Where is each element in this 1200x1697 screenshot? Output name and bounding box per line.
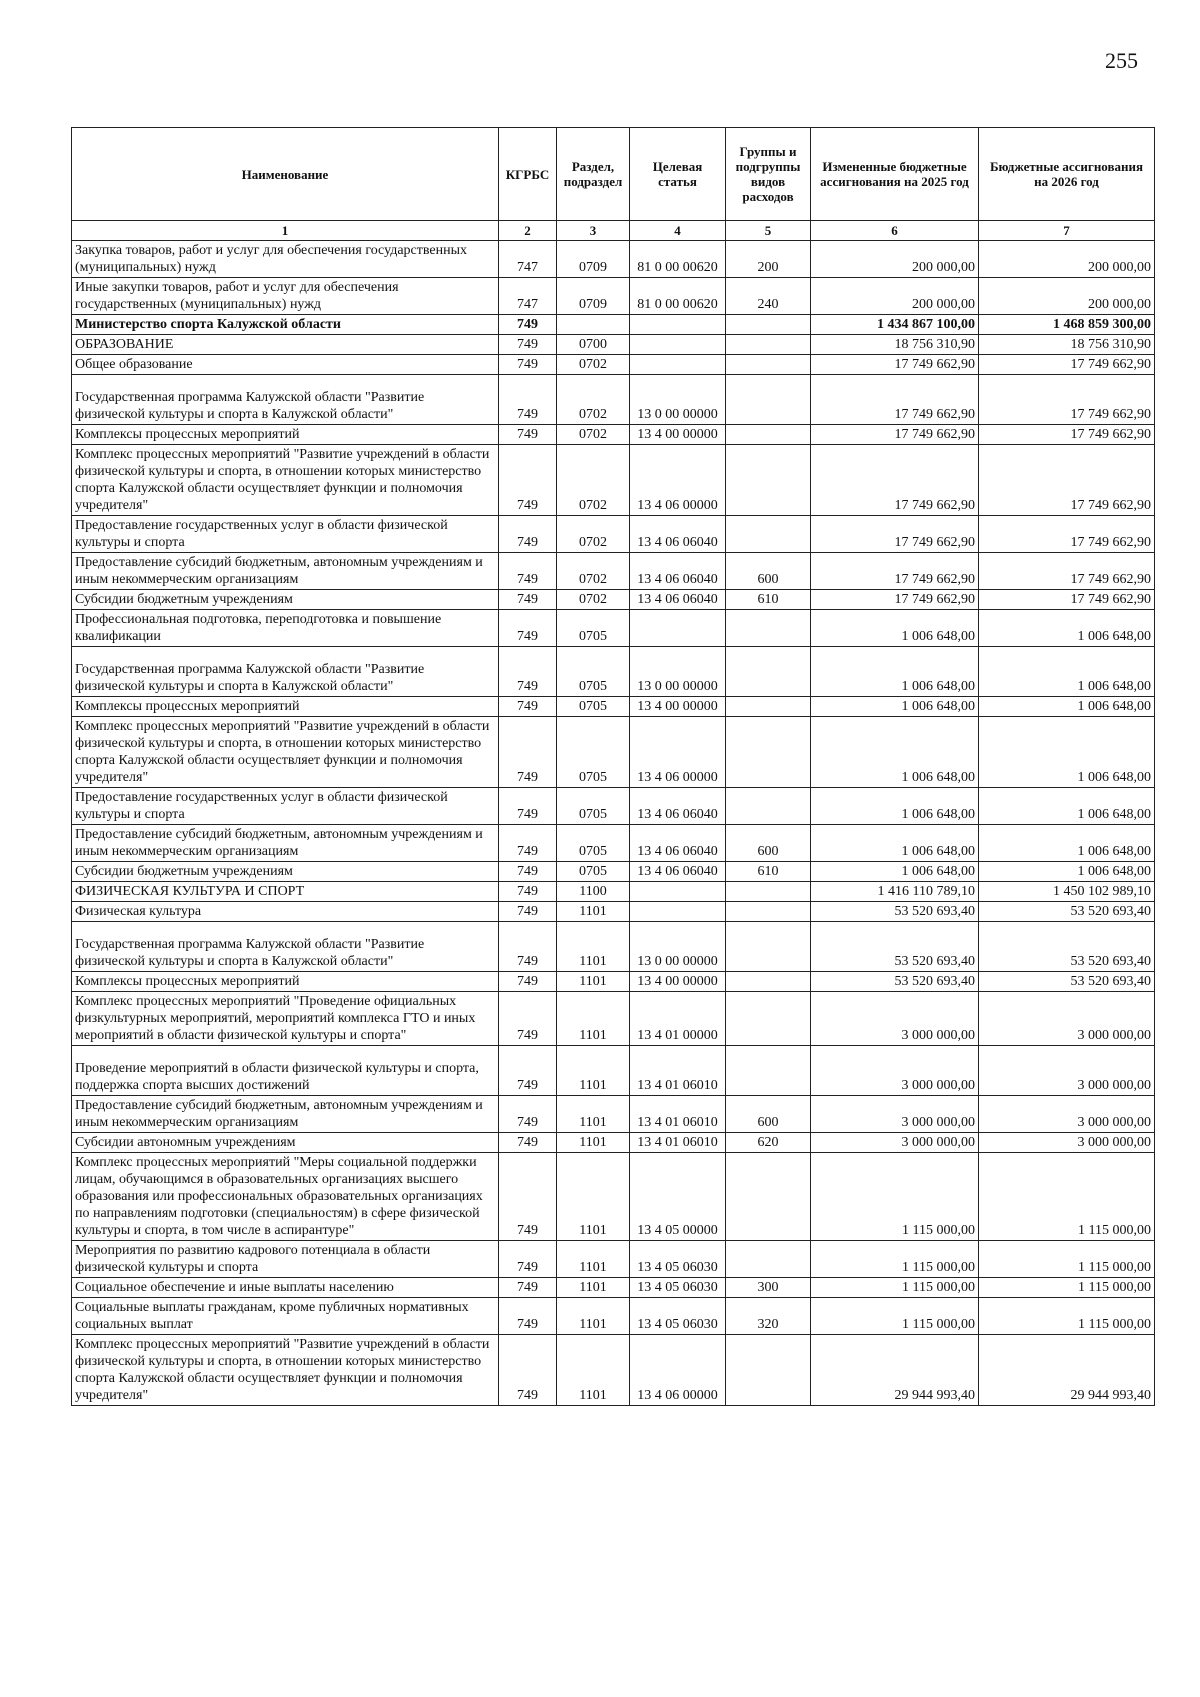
cell-section: 1101 bbox=[557, 1241, 630, 1278]
cell-expense-group: 240 bbox=[726, 278, 811, 315]
table-row bbox=[72, 375, 1155, 425]
table-row bbox=[72, 1241, 1155, 1278]
table-row bbox=[72, 1335, 1155, 1406]
cell-amount-2026: 1 006 648,00 bbox=[979, 717, 1155, 788]
cell-kgrbs: 749 bbox=[499, 992, 557, 1046]
cell-section: 1100 bbox=[557, 882, 630, 902]
cell-target-article: 13 4 06 06040 bbox=[630, 516, 726, 553]
cell-kgrbs: 749 bbox=[499, 553, 557, 590]
cell-amount-2025: 1 115 000,00 bbox=[811, 1153, 979, 1241]
cell-target-article: 13 4 05 00000 bbox=[630, 1153, 726, 1241]
header-number: 1 bbox=[72, 221, 499, 241]
cell-kgrbs: 749 bbox=[499, 335, 557, 355]
cell-section: 0705 bbox=[557, 825, 630, 862]
cell-kgrbs: 749 bbox=[499, 355, 557, 375]
cell-amount-2026: 17 749 662,90 bbox=[979, 375, 1155, 425]
cell-expense-group bbox=[726, 697, 811, 717]
cell-expense-group: 600 bbox=[726, 825, 811, 862]
cell-section: 0702 bbox=[557, 445, 630, 516]
table-row bbox=[72, 992, 1155, 1046]
cell-kgrbs: 749 bbox=[499, 590, 557, 610]
table-row bbox=[72, 1278, 1155, 1298]
table-body bbox=[72, 241, 1155, 1406]
cell-section: 0709 bbox=[557, 278, 630, 315]
cell-name: Государственная программа Калужской области "Развитие физической культуры и спорта в Калужской области" bbox=[72, 922, 499, 972]
cell-amount-2025: 1 006 648,00 bbox=[811, 647, 979, 697]
table-row bbox=[72, 788, 1155, 825]
cell-name: Общее образование bbox=[72, 355, 499, 375]
cell-name: Комплекс процессных мероприятий "Развитие учреждений в области физической культуры и спорта, в отношении которых министерство спорта Калужской области осуществляет функции и полномочия учредителя" bbox=[72, 1335, 499, 1406]
header-number: 6 bbox=[811, 221, 979, 241]
cell-target-article bbox=[630, 882, 726, 902]
cell-kgrbs: 747 bbox=[499, 241, 557, 278]
table-row bbox=[72, 590, 1155, 610]
cell-kgrbs: 749 bbox=[499, 922, 557, 972]
cell-expense-group: 300 bbox=[726, 1278, 811, 1298]
cell-amount-2025: 18 756 310,90 bbox=[811, 335, 979, 355]
table-header bbox=[72, 128, 1155, 241]
cell-section: 1101 bbox=[557, 1278, 630, 1298]
cell-expense-group bbox=[726, 610, 811, 647]
cell-expense-group bbox=[726, 788, 811, 825]
cell-expense-group bbox=[726, 647, 811, 697]
cell-expense-group bbox=[726, 445, 811, 516]
cell-amount-2025: 17 749 662,90 bbox=[811, 425, 979, 445]
cell-target-article: 13 4 05 06030 bbox=[630, 1241, 726, 1278]
cell-name: Закупка товаров, работ и услуг для обеспечения государственных (муниципальных) нужд bbox=[72, 241, 499, 278]
cell-kgrbs: 749 bbox=[499, 1278, 557, 1298]
header-target-article: Целевая статья bbox=[630, 128, 726, 221]
cell-target-article bbox=[630, 315, 726, 335]
cell-amount-2025: 1 006 648,00 bbox=[811, 788, 979, 825]
cell-amount-2026: 17 749 662,90 bbox=[979, 355, 1155, 375]
table-row bbox=[72, 922, 1155, 972]
cell-target-article: 13 4 00 00000 bbox=[630, 697, 726, 717]
cell-amount-2026: 1 006 648,00 bbox=[979, 862, 1155, 882]
table-row bbox=[72, 647, 1155, 697]
cell-amount-2026: 53 520 693,40 bbox=[979, 972, 1155, 992]
cell-amount-2025: 17 749 662,90 bbox=[811, 590, 979, 610]
cell-expense-group bbox=[726, 375, 811, 425]
header-number: 5 bbox=[726, 221, 811, 241]
cell-expense-group bbox=[726, 902, 811, 922]
cell-target-article: 13 4 00 00000 bbox=[630, 425, 726, 445]
cell-name: Комплекс процессных мероприятий "Развитие учреждений в области физической культуры и спорта, в отношении которых министерство спорта Калужской области осуществляет функции и полномочия учредителя" bbox=[72, 717, 499, 788]
cell-expense-group bbox=[726, 1153, 811, 1241]
cell-amount-2026: 17 749 662,90 bbox=[979, 516, 1155, 553]
cell-amount-2026: 1 115 000,00 bbox=[979, 1298, 1155, 1335]
cell-amount-2026: 53 520 693,40 bbox=[979, 922, 1155, 972]
cell-amount-2026: 1 006 648,00 bbox=[979, 647, 1155, 697]
cell-name: Мероприятия по развитию кадрового потенциала в области физической культуры и спорта bbox=[72, 1241, 499, 1278]
table-row bbox=[72, 335, 1155, 355]
cell-section bbox=[557, 315, 630, 335]
cell-amount-2025: 1 115 000,00 bbox=[811, 1278, 979, 1298]
cell-expense-group: 200 bbox=[726, 241, 811, 278]
cell-expense-group bbox=[726, 1335, 811, 1406]
cell-name: ФИЗИЧЕСКАЯ КУЛЬТУРА И СПОРТ bbox=[72, 882, 499, 902]
cell-target-article: 13 4 06 00000 bbox=[630, 1335, 726, 1406]
cell-target-article bbox=[630, 610, 726, 647]
cell-target-article: 13 4 06 06040 bbox=[630, 553, 726, 590]
cell-target-article: 13 4 01 00000 bbox=[630, 992, 726, 1046]
cell-amount-2025: 17 749 662,90 bbox=[811, 553, 979, 590]
budget-table bbox=[71, 127, 1155, 1406]
cell-target-article: 13 4 06 06040 bbox=[630, 862, 726, 882]
cell-expense-group: 610 bbox=[726, 862, 811, 882]
cell-amount-2025: 1 006 648,00 bbox=[811, 717, 979, 788]
cell-section: 1101 bbox=[557, 972, 630, 992]
cell-section: 1101 bbox=[557, 1046, 630, 1096]
cell-section: 0702 bbox=[557, 375, 630, 425]
table-row bbox=[72, 902, 1155, 922]
cell-name: Комплексы процессных мероприятий bbox=[72, 697, 499, 717]
cell-name: Государственная программа Калужской области "Развитие физической культуры и спорта в Калужской области" bbox=[72, 647, 499, 697]
cell-target-article: 13 4 01 06010 bbox=[630, 1096, 726, 1133]
cell-section: 0705 bbox=[557, 610, 630, 647]
cell-amount-2026: 29 944 993,40 bbox=[979, 1335, 1155, 1406]
cell-amount-2026: 17 749 662,90 bbox=[979, 590, 1155, 610]
cell-target-article: 13 4 00 00000 bbox=[630, 972, 726, 992]
table-row bbox=[72, 553, 1155, 590]
header-number: 7 bbox=[979, 221, 1155, 241]
cell-expense-group: 600 bbox=[726, 1096, 811, 1133]
cell-name: Субсидии бюджетным учреждениям bbox=[72, 590, 499, 610]
cell-kgrbs: 749 bbox=[499, 697, 557, 717]
cell-target-article bbox=[630, 902, 726, 922]
cell-expense-group bbox=[726, 992, 811, 1046]
cell-amount-2025: 1 006 648,00 bbox=[811, 697, 979, 717]
cell-amount-2025: 1 006 648,00 bbox=[811, 825, 979, 862]
header-2026: Бюджетные ассигнования на 2026 год bbox=[979, 128, 1155, 221]
cell-name: Социальное обеспечение и иные выплаты населению bbox=[72, 1278, 499, 1298]
cell-target-article: 81 0 00 00620 bbox=[630, 241, 726, 278]
cell-kgrbs: 749 bbox=[499, 1153, 557, 1241]
cell-expense-group bbox=[726, 315, 811, 335]
table-row bbox=[72, 825, 1155, 862]
cell-amount-2025: 1 434 867 100,00 bbox=[811, 315, 979, 335]
cell-target-article bbox=[630, 335, 726, 355]
cell-target-article: 13 4 06 06040 bbox=[630, 825, 726, 862]
cell-kgrbs: 749 bbox=[499, 610, 557, 647]
cell-target-article: 13 0 00 00000 bbox=[630, 375, 726, 425]
cell-name: Физическая культура bbox=[72, 902, 499, 922]
cell-kgrbs: 749 bbox=[499, 516, 557, 553]
cell-amount-2025: 17 749 662,90 bbox=[811, 375, 979, 425]
cell-kgrbs: 749 bbox=[499, 825, 557, 862]
table-row bbox=[72, 862, 1155, 882]
cell-amount-2026: 3 000 000,00 bbox=[979, 1046, 1155, 1096]
cell-kgrbs: 749 bbox=[499, 1096, 557, 1133]
cell-expense-group bbox=[726, 972, 811, 992]
cell-section: 0702 bbox=[557, 516, 630, 553]
cell-amount-2025: 200 000,00 bbox=[811, 241, 979, 278]
cell-expense-group: 610 bbox=[726, 590, 811, 610]
cell-amount-2026: 200 000,00 bbox=[979, 278, 1155, 315]
cell-amount-2026: 17 749 662,90 bbox=[979, 553, 1155, 590]
cell-name: Комплексы процессных мероприятий bbox=[72, 972, 499, 992]
cell-section: 1101 bbox=[557, 922, 630, 972]
cell-amount-2026: 1 006 648,00 bbox=[979, 697, 1155, 717]
cell-kgrbs: 749 bbox=[499, 972, 557, 992]
cell-amount-2025: 3 000 000,00 bbox=[811, 1046, 979, 1096]
cell-section: 0705 bbox=[557, 788, 630, 825]
cell-amount-2026: 3 000 000,00 bbox=[979, 992, 1155, 1046]
table-row bbox=[72, 355, 1155, 375]
cell-section: 0702 bbox=[557, 553, 630, 590]
cell-amount-2025: 17 749 662,90 bbox=[811, 516, 979, 553]
cell-amount-2025: 29 944 993,40 bbox=[811, 1335, 979, 1406]
cell-expense-group: 320 bbox=[726, 1298, 811, 1335]
cell-name: Министерство спорта Калужской области bbox=[72, 315, 499, 335]
cell-amount-2026: 3 000 000,00 bbox=[979, 1096, 1155, 1133]
header-name: Наименование bbox=[72, 128, 499, 221]
cell-amount-2026: 17 749 662,90 bbox=[979, 445, 1155, 516]
cell-name: Проведение мероприятий в области физической культуры и спорта, поддержка спорта высших достижений bbox=[72, 1046, 499, 1096]
cell-target-article: 13 4 01 06010 bbox=[630, 1046, 726, 1096]
cell-section: 1101 bbox=[557, 1153, 630, 1241]
cell-name: Иные закупки товаров, работ и услуг для обеспечения государственных (муниципальных) нужд bbox=[72, 278, 499, 315]
cell-section: 0700 bbox=[557, 335, 630, 355]
cell-amount-2025: 1 006 648,00 bbox=[811, 610, 979, 647]
table-row bbox=[72, 445, 1155, 516]
cell-section: 1101 bbox=[557, 1096, 630, 1133]
table-row bbox=[72, 1153, 1155, 1241]
cell-name: Комплекс процессных мероприятий "Меры социальной поддержки лицам, обучающимся в образовательных организациях высшего образования или профессиональных образовательных организациях по направлениям подготовки (специальностям) в сфере физической культуры и спорта, в том числе в аспирантуре" bbox=[72, 1153, 499, 1241]
cell-kgrbs: 749 bbox=[499, 647, 557, 697]
cell-kgrbs: 749 bbox=[499, 425, 557, 445]
cell-target-article bbox=[630, 355, 726, 375]
cell-expense-group bbox=[726, 1241, 811, 1278]
cell-target-article: 13 4 05 06030 bbox=[630, 1278, 726, 1298]
cell-kgrbs: 749 bbox=[499, 315, 557, 335]
table-row bbox=[72, 610, 1155, 647]
cell-kgrbs: 749 bbox=[499, 788, 557, 825]
cell-amount-2025: 1 115 000,00 bbox=[811, 1298, 979, 1335]
cell-amount-2025: 53 520 693,40 bbox=[811, 972, 979, 992]
table-row bbox=[72, 241, 1155, 278]
cell-amount-2026: 1 468 859 300,00 bbox=[979, 315, 1155, 335]
cell-target-article: 13 4 06 06040 bbox=[630, 788, 726, 825]
cell-amount-2026: 1 006 648,00 bbox=[979, 825, 1155, 862]
cell-name: Комплексы процессных мероприятий bbox=[72, 425, 499, 445]
cell-kgrbs: 749 bbox=[499, 1133, 557, 1153]
cell-target-article: 13 4 06 06040 bbox=[630, 590, 726, 610]
table-row bbox=[72, 1133, 1155, 1153]
cell-section: 0705 bbox=[557, 717, 630, 788]
cell-kgrbs: 749 bbox=[499, 1241, 557, 1278]
cell-expense-group bbox=[726, 355, 811, 375]
cell-expense-group: 620 bbox=[726, 1133, 811, 1153]
cell-amount-2026: 3 000 000,00 bbox=[979, 1133, 1155, 1153]
table-row bbox=[72, 717, 1155, 788]
cell-expense-group bbox=[726, 1046, 811, 1096]
cell-name: Государственная программа Калужской области "Развитие физической культуры и спорта в Калужской области" bbox=[72, 375, 499, 425]
cell-kgrbs: 749 bbox=[499, 1335, 557, 1406]
cell-name: Предоставление государственных услуг в области физической культуры и спорта bbox=[72, 516, 499, 553]
table-row bbox=[72, 1046, 1155, 1096]
header-kgrbs: КГРБС bbox=[499, 128, 557, 221]
table-row bbox=[72, 315, 1155, 335]
table-row bbox=[72, 516, 1155, 553]
cell-kgrbs: 749 bbox=[499, 882, 557, 902]
cell-amount-2026: 1 115 000,00 bbox=[979, 1153, 1155, 1241]
header-2025: Измененные бюджетные ассигнования на 2025 год bbox=[811, 128, 979, 221]
cell-name: Предоставление субсидий бюджетным, автономным учреждениям и иным некоммерческим организациям bbox=[72, 1096, 499, 1133]
cell-name: Социальные выплаты гражданам, кроме публичных нормативных социальных выплат bbox=[72, 1298, 499, 1335]
page-number: 255 bbox=[1105, 48, 1138, 73]
cell-name: Субсидии бюджетным учреждениям bbox=[72, 862, 499, 882]
cell-amount-2025: 1 115 000,00 bbox=[811, 1241, 979, 1278]
cell-amount-2026: 1 006 648,00 bbox=[979, 610, 1155, 647]
cell-section: 0705 bbox=[557, 697, 630, 717]
table-row bbox=[72, 425, 1155, 445]
cell-section: 0702 bbox=[557, 590, 630, 610]
cell-amount-2026: 1 006 648,00 bbox=[979, 788, 1155, 825]
cell-kgrbs: 749 bbox=[499, 902, 557, 922]
cell-amount-2026: 1 450 102 989,10 bbox=[979, 882, 1155, 902]
table-row bbox=[72, 278, 1155, 315]
cell-amount-2026: 1 115 000,00 bbox=[979, 1278, 1155, 1298]
cell-amount-2025: 1 006 648,00 bbox=[811, 862, 979, 882]
cell-kgrbs: 749 bbox=[499, 1298, 557, 1335]
cell-amount-2025: 3 000 000,00 bbox=[811, 1096, 979, 1133]
cell-kgrbs: 747 bbox=[499, 278, 557, 315]
cell-amount-2026: 53 520 693,40 bbox=[979, 902, 1155, 922]
cell-section: 0709 bbox=[557, 241, 630, 278]
cell-target-article: 13 0 00 00000 bbox=[630, 922, 726, 972]
cell-amount-2025: 53 520 693,40 bbox=[811, 902, 979, 922]
cell-expense-group bbox=[726, 882, 811, 902]
cell-name: Предоставление государственных услуг в области физической культуры и спорта bbox=[72, 788, 499, 825]
table-row bbox=[72, 697, 1155, 717]
cell-target-article: 81 0 00 00620 bbox=[630, 278, 726, 315]
cell-amount-2026: 1 115 000,00 bbox=[979, 1241, 1155, 1278]
cell-expense-group bbox=[726, 516, 811, 553]
header-number: 4 bbox=[630, 221, 726, 241]
cell-expense-group bbox=[726, 717, 811, 788]
cell-kgrbs: 749 bbox=[499, 445, 557, 516]
cell-amount-2025: 17 749 662,90 bbox=[811, 355, 979, 375]
cell-amount-2025: 3 000 000,00 bbox=[811, 1133, 979, 1153]
cell-section: 1101 bbox=[557, 1298, 630, 1335]
cell-amount-2025: 1 416 110 789,10 bbox=[811, 882, 979, 902]
cell-kgrbs: 749 bbox=[499, 717, 557, 788]
cell-name: Комплекс процессных мероприятий "Проведение официальных физкультурных мероприятий, мероприятий комплекса ГТО и иных мероприятий в области физической культуры и спорта" bbox=[72, 992, 499, 1046]
budget-table-container bbox=[71, 127, 1154, 1406]
cell-section: 0702 bbox=[557, 355, 630, 375]
header-number: 3 bbox=[557, 221, 630, 241]
table-row bbox=[72, 882, 1155, 902]
cell-target-article: 13 4 05 06030 bbox=[630, 1298, 726, 1335]
cell-kgrbs: 749 bbox=[499, 1046, 557, 1096]
cell-section: 1101 bbox=[557, 1335, 630, 1406]
cell-name: Профессиональная подготовка, переподготовка и повышение квалификации bbox=[72, 610, 499, 647]
cell-name: ОБРАЗОВАНИЕ bbox=[72, 335, 499, 355]
cell-expense-group bbox=[726, 335, 811, 355]
cell-amount-2025: 53 520 693,40 bbox=[811, 922, 979, 972]
cell-section: 1101 bbox=[557, 992, 630, 1046]
cell-target-article: 13 0 00 00000 bbox=[630, 647, 726, 697]
cell-name: Комплекс процессных мероприятий "Развитие учреждений в области физической культуры и спорта, в отношении которых министерство спорта Калужской области осуществляет функции и полномочия учредителя" bbox=[72, 445, 499, 516]
cell-section: 1101 bbox=[557, 902, 630, 922]
cell-expense-group bbox=[726, 922, 811, 972]
cell-section: 0702 bbox=[557, 425, 630, 445]
cell-name: Предоставление субсидий бюджетным, автономным учреждениям и иным некоммерческим организациям bbox=[72, 825, 499, 862]
header-section: Раздел, подраздел bbox=[557, 128, 630, 221]
cell-name: Предоставление субсидий бюджетным, автономным учреждениям и иным некоммерческим организациям bbox=[72, 553, 499, 590]
header-expense-groups: Группы и подгруппы видов расходов bbox=[726, 128, 811, 221]
cell-name: Субсидии автономным учреждениям bbox=[72, 1133, 499, 1153]
cell-kgrbs: 749 bbox=[499, 375, 557, 425]
table-row bbox=[72, 1096, 1155, 1133]
cell-expense-group: 600 bbox=[726, 553, 811, 590]
cell-amount-2026: 18 756 310,90 bbox=[979, 335, 1155, 355]
cell-target-article: 13 4 06 00000 bbox=[630, 445, 726, 516]
table-row bbox=[72, 1298, 1155, 1335]
cell-kgrbs: 749 bbox=[499, 862, 557, 882]
table-row bbox=[72, 972, 1155, 992]
cell-amount-2026: 17 749 662,90 bbox=[979, 425, 1155, 445]
cell-amount-2026: 200 000,00 bbox=[979, 241, 1155, 278]
cell-target-article: 13 4 01 06010 bbox=[630, 1133, 726, 1153]
cell-section: 1101 bbox=[557, 1133, 630, 1153]
cell-target-article: 13 4 06 00000 bbox=[630, 717, 726, 788]
cell-amount-2025: 3 000 000,00 bbox=[811, 992, 979, 1046]
cell-section: 0705 bbox=[557, 862, 630, 882]
cell-section: 0705 bbox=[557, 647, 630, 697]
cell-expense-group bbox=[726, 425, 811, 445]
header-number: 2 bbox=[499, 221, 557, 241]
cell-amount-2025: 17 749 662,90 bbox=[811, 445, 979, 516]
cell-amount-2025: 200 000,00 bbox=[811, 278, 979, 315]
